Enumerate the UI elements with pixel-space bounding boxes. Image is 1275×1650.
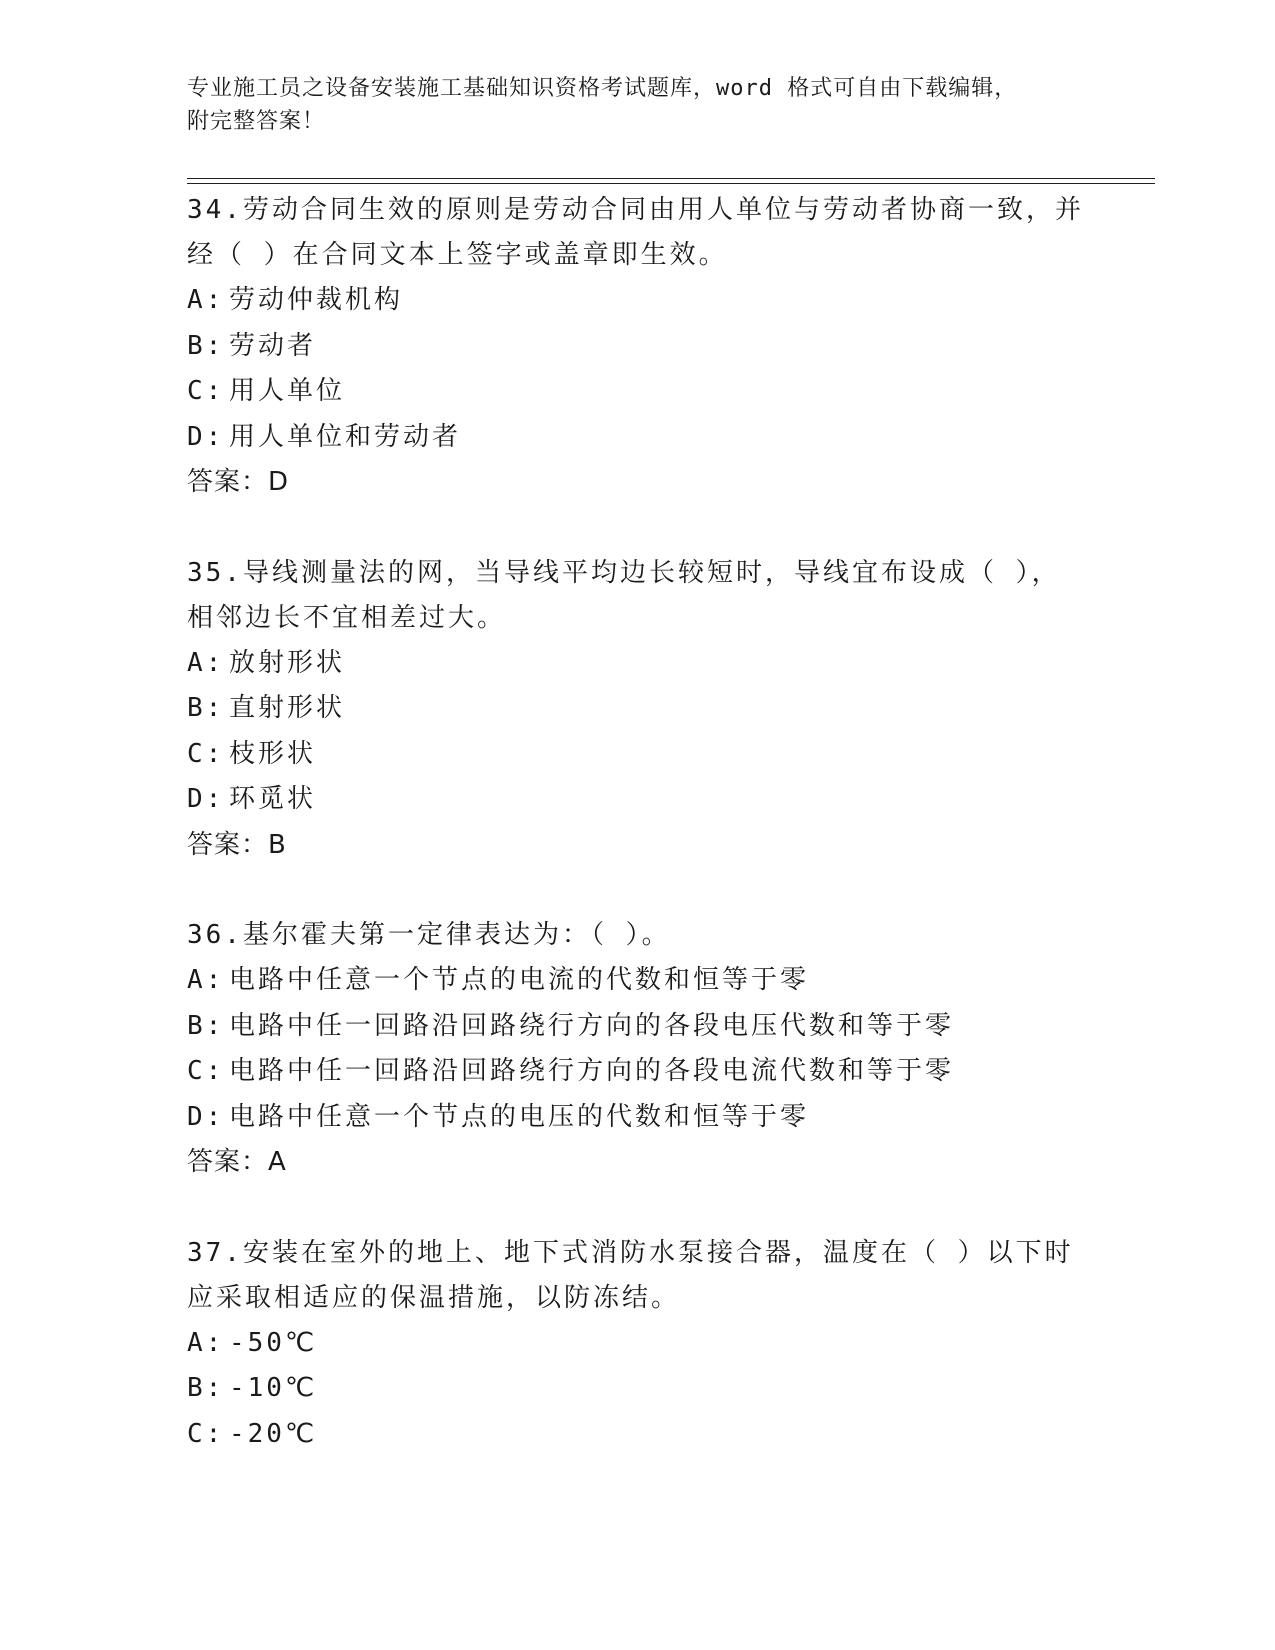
option-d [187, 777, 1087, 823]
question-stem-line-2: 经（ ）在合同文本上签字或盖章即生效。 [187, 240, 728, 270]
answer-label: 答案：D [187, 467, 290, 497]
option-key: D: [187, 1101, 225, 1132]
question-list [187, 188, 1087, 1502]
option-key: A: [187, 285, 225, 315]
option-key: D: [187, 784, 225, 814]
option-text: -20℃ [229, 1418, 318, 1449]
option-text: 电路中任一回路沿回路绕行方向的各段电压代数和等于零 [229, 1010, 955, 1041]
option-text: 用人单位和劳动者 [229, 421, 462, 452]
question-stem-line-1: 37.安装在室外的地上、地下式消防水泵接合器，温度在（ ）以下时 [187, 1237, 1074, 1268]
option-text: 劳动者 [229, 330, 317, 361]
option-text: 电路中任一回路沿回路绕行方向的各段电流代数和等于零 [229, 1056, 955, 1086]
option-key: A: [187, 965, 225, 995]
option-key: C: [187, 1056, 225, 1086]
option-key: C: [187, 376, 225, 406]
option-c [187, 732, 1087, 778]
option-key: A: [187, 647, 225, 678]
answer-label: 答案：A [187, 1147, 287, 1177]
document-header [187, 72, 1067, 138]
option-text: -10℃ [229, 1373, 318, 1403]
option-key: B: [187, 1373, 225, 1403]
option-text: 直射形状 [229, 693, 346, 723]
option-text: 环觅状 [229, 784, 317, 814]
header-line-2: 附完整答案！ [187, 109, 326, 134]
question-stem-line-2: 应采取相适应的保温措施，以防冻结。 [187, 1282, 681, 1313]
question-stem-line-1: 36.基尔霍夫第一定律表达为：（ ）。 [187, 920, 671, 950]
option-a [187, 958, 1087, 1004]
question-stem-line-1: 34.劳动合同生效的原则是劳动合同由用人单位与劳动者协商一致，并 [187, 195, 1084, 225]
option-c [187, 1049, 1087, 1095]
option-b [187, 686, 1087, 732]
option-text: 用人单位 [229, 376, 346, 406]
option-d [187, 415, 1087, 461]
question-35 [187, 551, 1087, 869]
option-text: 电路中任意一个节点的电压的代数和恒等于零 [229, 1101, 810, 1132]
option-text: 放射形状 [229, 647, 346, 678]
option-a [187, 1321, 1087, 1367]
option-key: B: [187, 693, 225, 723]
option-text: 枝形状 [229, 738, 317, 769]
header-divider-bottom [187, 183, 1155, 184]
question-37 [187, 1231, 1087, 1458]
option-key: A: [187, 1327, 225, 1358]
question-stem-line-2: 相邻边长不宜相差过大。 [187, 602, 507, 633]
option-key: C: [187, 1418, 225, 1449]
option-b [187, 1366, 1087, 1412]
option-text: 劳动仲裁机构 [229, 285, 404, 315]
question-34 [187, 188, 1087, 506]
option-text: 电路中任意一个节点的电流的代数和恒等于零 [229, 965, 810, 995]
question-stem-line-1: 35.导线测量法的网，当导线平均边长较短时，导线宜布设成（ ）， [187, 557, 1061, 588]
question-36 [187, 913, 1087, 1186]
option-key: D: [187, 421, 225, 452]
option-key: C: [187, 738, 225, 769]
answer-label: 答案：B [187, 829, 287, 860]
option-text: -50℃ [229, 1327, 318, 1358]
option-key: B: [187, 1010, 225, 1041]
option-b [187, 1004, 1087, 1050]
option-a [187, 278, 1087, 324]
header-divider-top [187, 178, 1155, 179]
option-c [187, 1412, 1087, 1458]
option-c [187, 369, 1087, 415]
option-a [187, 641, 1087, 687]
option-b [187, 324, 1087, 370]
header-line-1: 专业施工员之设备安装施工基础知识资格考试题库，word 格式可自由下载编辑， [187, 76, 1018, 101]
option-d [187, 1095, 1087, 1141]
option-key: B: [187, 330, 225, 361]
